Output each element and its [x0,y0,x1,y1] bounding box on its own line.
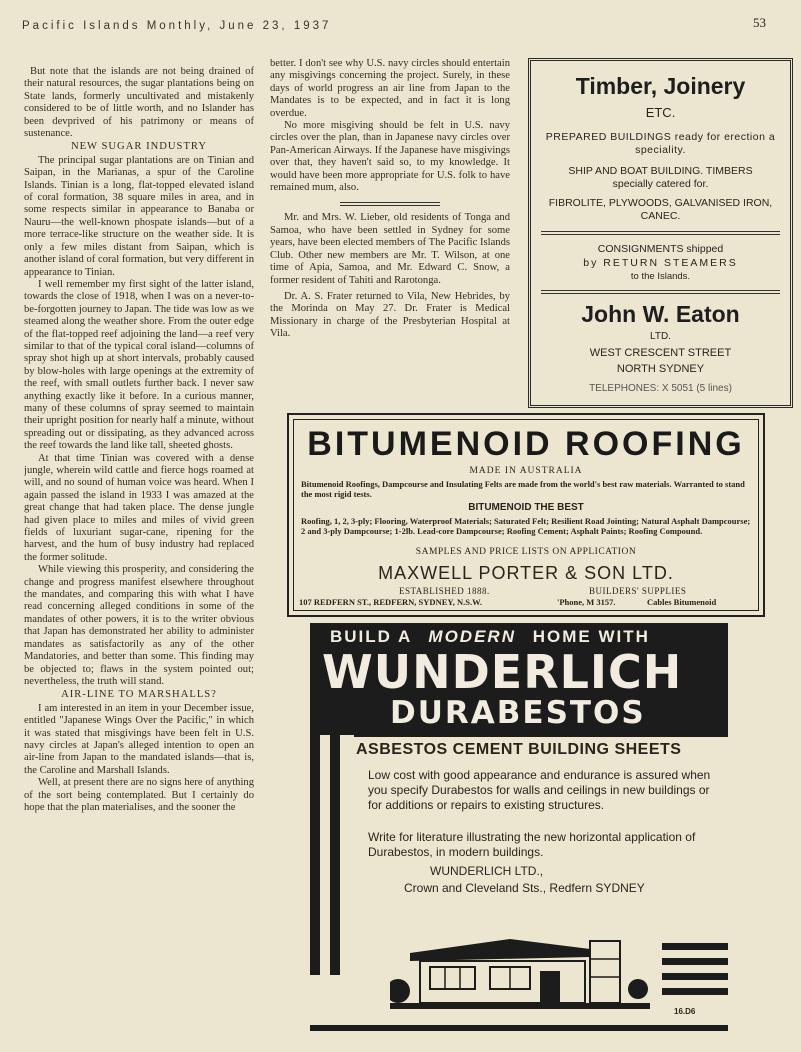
house-illustration [390,931,650,1013]
paragraph: Well, at present there are no signs here of anything of the sort being contemplated. But I certainly do hope that the plan materialises, and the sooner the [24,777,254,813]
ad-bottom-rule [310,1025,728,1031]
ad-line: SHIP AND BOAT BUILDING. TIMBERS specially catered for. [568,165,753,190]
timber-joinery-ad [528,58,793,408]
article-column-2 [270,58,510,410]
divider [541,234,780,235]
ad-brand: DURABESTOS [390,695,646,731]
ad-firm: WUNDERLICH LTD., [430,864,544,878]
ad-left-stripe [310,735,320,975]
ad-headline-part: BUILD A [330,627,412,646]
paragraph: But note that the islands are not being drained of their natural resources, the sugar plantations being on State lands, formerly uncultivated and mistakenly considered to be of little worth, and no Islander has been devprived of his patrimony or means of sustenance. [24,66,254,140]
ad-banner [310,623,728,735]
page-number: 53 [753,15,766,30]
ad-line: to the Islands. [630,271,691,282]
ad-headline [330,627,650,647]
ad-left-stripe [330,735,340,975]
ad-decorative-bars [662,943,728,1003]
ad-subhead: ASBESTOS CEMENT BUILDING SHEETS [356,741,682,758]
article-column-1 [24,66,254,1036]
paragraph: better. I don't see why U.S. navy circles should entertain any misgivings concerning the project. Surely, in these days of world progress an air line from Japan to the Mandates is to be expected, and in fact it is long overdue. [270,58,510,119]
paragraph: Dr. A. S. Frater returned to Vila, New Hebrides, by the Morinda on May 27. Dr. Frater is Medical Missionary in charge of the Presbyterian Hospital at Vila. [270,290,510,340]
ad-address: 107 REDFERN ST., REDFERN, SYDNEY, N.S.W. [299,597,482,607]
ad-builders-supplies: BUILDERS' SUPPLIES [589,586,687,596]
ad-description: Bitumenoid Roofings, Dampcourse and Insulating Felts are made from the world's best raw materials. Warranted to stand the most rigid tests. [301,479,745,499]
ad-line: FIBROLITE, PLYWOODS, GALVANISED IRON, CANEC. [548,197,773,222]
paragraph: Mr. and Mrs. W. Lieber, old residents of Tonga and Samoa, who have been settled in Sydney for some years, have been elected members of The Pacific Islands Club. Other new members are Mr. T. Wilson, at one time of Apia, Samoa, and Mr. Edward C. Snow, a former resident of Tahiti and Rarotonga. [270,212,510,286]
ad-address: WEST CRESCENT STREET [589,347,732,359]
paragraph: No more misgiving should be felt in U.S. navy circles over the plan, than in Japanese navy circles over Pan-American Airways. If the Japanese have misgivings over that, they haven't said so, to my knowledge. It would have been more appropriate for U.S. folk to have remained mum, also. [270,120,510,194]
ad-made-in: MADE IN AUSTRALIA [469,466,583,476]
ad-ltd: LTD. [650,331,671,342]
ad-phone: 'Phone, M 3157. [557,597,616,607]
ad-firm: MAXWELL PORTER & SON LTD. [378,563,674,583]
ad-body: Write for literature illustrating the new horizontal application of Durabestos, in modern buildings. [368,830,696,859]
paragraph: At that time Tinian was covered with a dense jungle, wherein wild cattle and fierce hogs roamed at will, and no sound of human voice was heard. When I again passed the island in 1933 I was amazed at the great change that had taken place. The dense jungle had given place to miles and miles of vivid green fields of luxuriant sugar-cane, ripening for the harvest, and the hum of busy industry had replaced the former solitude. [24,452,254,563]
ad-telephone: TELEPHONES: X 5051 (5 lines) [589,383,732,394]
ad-headline-part: HOME WITH [532,627,650,646]
ad-etc: ETC. [645,105,676,120]
paragraph: While viewing this prosperity, and considering the change and progress manifest elsewhere throughout the mandates, and comparing this with what I have read concerning alleged conditions in some of the mandates of other powers, it is to the writer obvious that Japan has demonstrated her ability to administer mandates as satisfactorily as any of the other Mandatories, and better than some. This finding may be objected to; flaws in the system pointed out; nevertheless, the truth will stand. [24,564,254,687]
ad-samples: SAMPLES AND PRICE LISTS ON APPLICATION [415,547,637,557]
ad-line: CONSIGNMENTS shipped [597,243,724,255]
ad-product-list: Roofing, 1, 2, 3-ply; Flooring, Waterproof Materials; Saturated Felt; Resilient Road Jointing; Natural Asphalt Dampcourse; 2 and 3-ply Dampcourse; 1-2lb. Lead-core Dampcourse; Roofing Cement; Asphalt Paints; Roofing Compound. [301,516,751,536]
paragraph: The principal sugar plantations are on Tinian and Saipan, in the Marianas, a spur of the Caroline Islands. Tinian is a long, flat-topped elevated island of coral formation, 38 square miles in area, and in some respects similar in appearance to Banaba or Nauru—the well-known phospate islands—but of a more terrace-like structure on the weather side. It is only a few miles distant from Saipan, which is another island of coral formation, but very different in appearance to Tinian. [24,154,254,278]
ad-title: Timber, Joinery [575,73,746,99]
divider [541,293,780,294]
ad-subhead: BITUMENOID THE BEST [468,502,584,513]
ad-title: BITUMENOID ROOFING [307,425,745,463]
divider [541,231,780,232]
running-head: Pacific Islands Monthly, June 23, 1937 [22,20,332,32]
ad-line: by RETURN STEAMERS [583,257,738,269]
section-heading: NEW SUGAR INDUSTRY [70,141,208,153]
ad-established: ESTABLISHED 1888. [399,586,490,596]
ad-headline-modern: MODERN [428,627,516,646]
ad-body: Low cost with good appearance and endurance is assured when you specify Durabestos for walls and ceilings in new buildings or for additions or repairs to existing structures. [368,768,711,812]
ad-brand: WUNDERLICH [322,645,683,699]
paragraph: I am interested in an item in your December issue, entitled "Japanese Wings Over the Pacific," in which it was stated that misgivings have been felt in U.S. navy circles at Japan's alleged intention to open an air-line from Japan to the mandated islands—that is, the Caroline and Marshall Islands. [24,702,254,776]
section-heading: AIR-LINE TO MARSHALLS? [61,689,217,701]
ad-address: Crown and Cleveland Sts., Redfern SYDNEY [404,881,645,895]
divider [340,205,440,206]
ad-cables: Cables Bitumenoid [647,597,717,607]
ad-subhead-rule [354,735,728,737]
ad-code: 16.D6 [674,1007,696,1016]
wunderlich-durabestos-ad [310,623,765,1035]
paragraph: I well remember my first sight of the latter island, towards the close of 1918, when I was on a never-to-be-forgotten journey to Japan. The tide was low as we steamed along the weather shore. From the outer edge of the flat-topped reef adjoining the land—a reef very similar to that of the typical coral island—columns of spray shot high up at short intervals, probably caused by blow-holes with large openings at the extremity of the reef, with small outlets further back. I never saw anything exactly like it before. In a curious manner, many of these columns of spray seemed to maintain their upright position for nearly half a minute, without spreading out or dissipating, as they advanced across the reef towards the land like tall, sheeted ghosts. [24,278,254,452]
ad-line: PREPARED BUILDINGS ready for erection a speciality. [545,131,776,156]
ad-address: NORTH SYDNEY [616,363,705,375]
divider [541,290,780,291]
divider [340,202,440,203]
ad-firm: John W. Eaton [581,301,740,327]
bitumenoid-roofing-ad [287,413,765,617]
